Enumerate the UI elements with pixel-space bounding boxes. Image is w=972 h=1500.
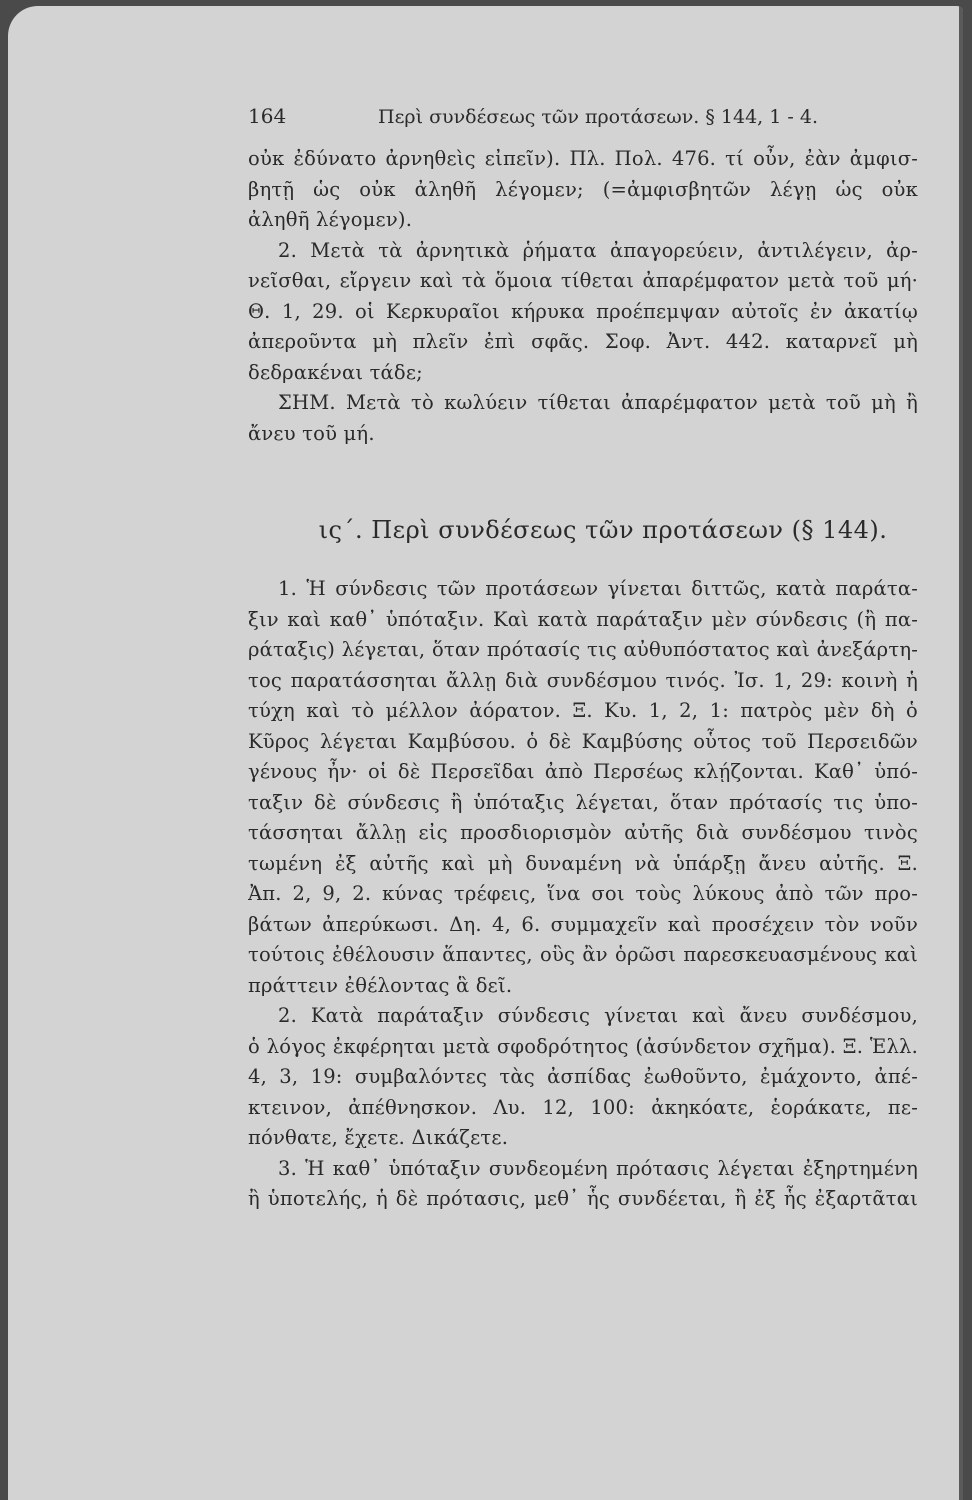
page-number: 164 <box>248 104 287 128</box>
text-line: Ἀπ. 2, 9, 2. κύνας τρέφεις, ἵνα σοι τοὺς λύκους ἀπὸ τῶν προ- <box>248 882 918 905</box>
text-line: οὐκ ἐδύνατο ἀρνηθεὶς εἰπεῖν). Πλ. Πολ. 476. τί οὖν, ἐὰν ἀμφισ- <box>248 147 918 170</box>
text-line: 2. Κατὰ παράταξιν σύνδεσις γίνεται καὶ ἄνευ συνδέσμου, <box>278 1004 918 1027</box>
text-line: Θ. 1, 29. οἱ Κερκυραῖοι κήρυκα προέπεμψαν αὐτοῖς ἐν ἀκατίῳ <box>248 299 918 323</box>
text-line: ὁ λόγος ἐκφέρηται μετὰ σφοδρότητος (ἀσύνδετον σχῆμα). Ξ. Ἑλλ. <box>248 1034 918 1058</box>
page-sheet <box>8 6 963 1500</box>
text-line: ΣΗΜ. Μετὰ τὸ κωλύειν τίθεται ἀπαρέμφατον μετὰ τοῦ μὴ ἢ <box>278 391 918 414</box>
text-line: πράττειν ἐθέλοντας ἃ δεῖ. <box>248 973 513 997</box>
text-line: 1. Ἡ σύνδεσις τῶν προτάσεων γίνεται διττῶς, κατὰ παράτα- <box>278 577 918 600</box>
text-line: κτεινον, ἀπέθνησκον. Λυ. 12, 100: ἀκηκόατε, ἑοράκατε, πε- <box>248 1095 918 1119</box>
text-line: τύχη καὶ τὸ μέλλον ἀόρατον. Ξ. Κυ. 1, 2, 1: πατρὸς μὲν δὴ ὁ <box>248 699 918 722</box>
section-spacer <box>248 546 918 574</box>
text-line: νεῖσθαι, εἴργειν καὶ τὰ ὅμοια τίθεται ἀπαρέμφατον μετὰ τοῦ μή· <box>248 269 918 292</box>
text-line: τάσσηται ἄλλῃ εἰς προσδιορισμὸν αὐτῆς διὰ συνδέσμου τινὸς <box>248 821 918 844</box>
text-line: Κῦρος λέγεται Καμβύσου. ὁ δὲ Καμβύσης οὗτος τοῦ Περσειδῶν <box>248 729 918 753</box>
text-line: ἄνευ τοῦ μή. <box>248 421 375 445</box>
page-content <box>248 104 918 1215</box>
text-line: τος παρατάσσηται ἄλλῃ διὰ συνδέσμου τινός. Ἰσ. 1, 29: κοινὴ ἡ <box>248 668 918 692</box>
text-line: ράταξις) λέγεται, ὅταν πρότασίς τις αὐθυπόστατος καὶ ἀνεξάρτη- <box>248 638 918 661</box>
text-line: ἢ ὑποτελής, ἡ δὲ πρότασις, μεθ᾽ ἧς συνδέεται, ἢ ἐξ ἧς ἐξαρτᾶται <box>248 1187 918 1210</box>
section-spacer <box>248 449 918 514</box>
text-line: 4, 3, 19: συμβαλόντες τὰς ἀσπίδας ἐωθοῦντο, ἐμάχοντο, ἀπέ- <box>248 1065 918 1088</box>
right-page-edge <box>959 6 963 1500</box>
section-heading: ις΄. Περὶ συνδέσεως τῶν προτάσεων (§ 144). <box>318 516 888 544</box>
text-line: 2. Μετὰ τὰ ἀρνητικὰ ῥήματα ἀπαγορεύειν, ἀντιλέγειν, ἀρ- <box>278 238 918 262</box>
text-line: ἀπεροῦντα μὴ πλεῖν ἐπὶ σφᾶς. Σοφ. Ἀντ. 442. καταρνεῖ μὴ <box>248 330 918 353</box>
running-title: Περὶ συνδέσεως τῶν προτάσεων. § 144, 1 - 4. <box>378 106 818 128</box>
text-line: τούτοις ἐθέλουσιν ἅπαντες, οὓς ἂν ὁρῶσι παρεσκευασμένους καὶ <box>248 943 918 966</box>
text-line: 3. Ἡ καθ᾽ ὑπόταξιν συνδεομένη πρότασις λέγεται ἐξηρτημένη <box>278 1156 918 1180</box>
text-line: ξιν καὶ καθ᾽ ὑπόταξιν. Καὶ κατὰ παράταξιν μὲν σύνδεσις (ἢ πα- <box>248 607 918 631</box>
text-line: βάτων ἀπερύκωσι. Δη. 4, 6. συμμαχεῖν καὶ προσέχειν τὸν νοῦν <box>248 912 918 936</box>
text-line: δεδρακέναι τάδε; <box>248 360 423 384</box>
text-line: βητῇ ὡς οὐκ ἀληθῆ λέγομεν; (=ἀμφισβητῶν λέγῃ ὡς οὐκ <box>248 177 918 201</box>
text-line: τωμένη ἐξ αὐτῆς καὶ μὴ δυναμένη νὰ ὑπάρξῃ ἄνευ αὐτῆς. Ξ. <box>248 851 918 875</box>
text-line: γένους ἦν· οἱ δὲ Περσεῖδαι ἀπὸ Περσέως κλῄζονται. Καθ᾽ ὑπό- <box>248 760 918 783</box>
text-line: πόνθατε, ἔχετε. Δικάζετε. <box>248 1126 509 1149</box>
running-head <box>248 104 918 144</box>
text-line: ἀληθῆ λέγομεν). <box>248 208 413 231</box>
text-line: ταξιν δὲ σύνδεσις ἢ ὑπόταξις λέγεται, ὅταν πρότασίς τις ὑπο- <box>248 790 918 814</box>
